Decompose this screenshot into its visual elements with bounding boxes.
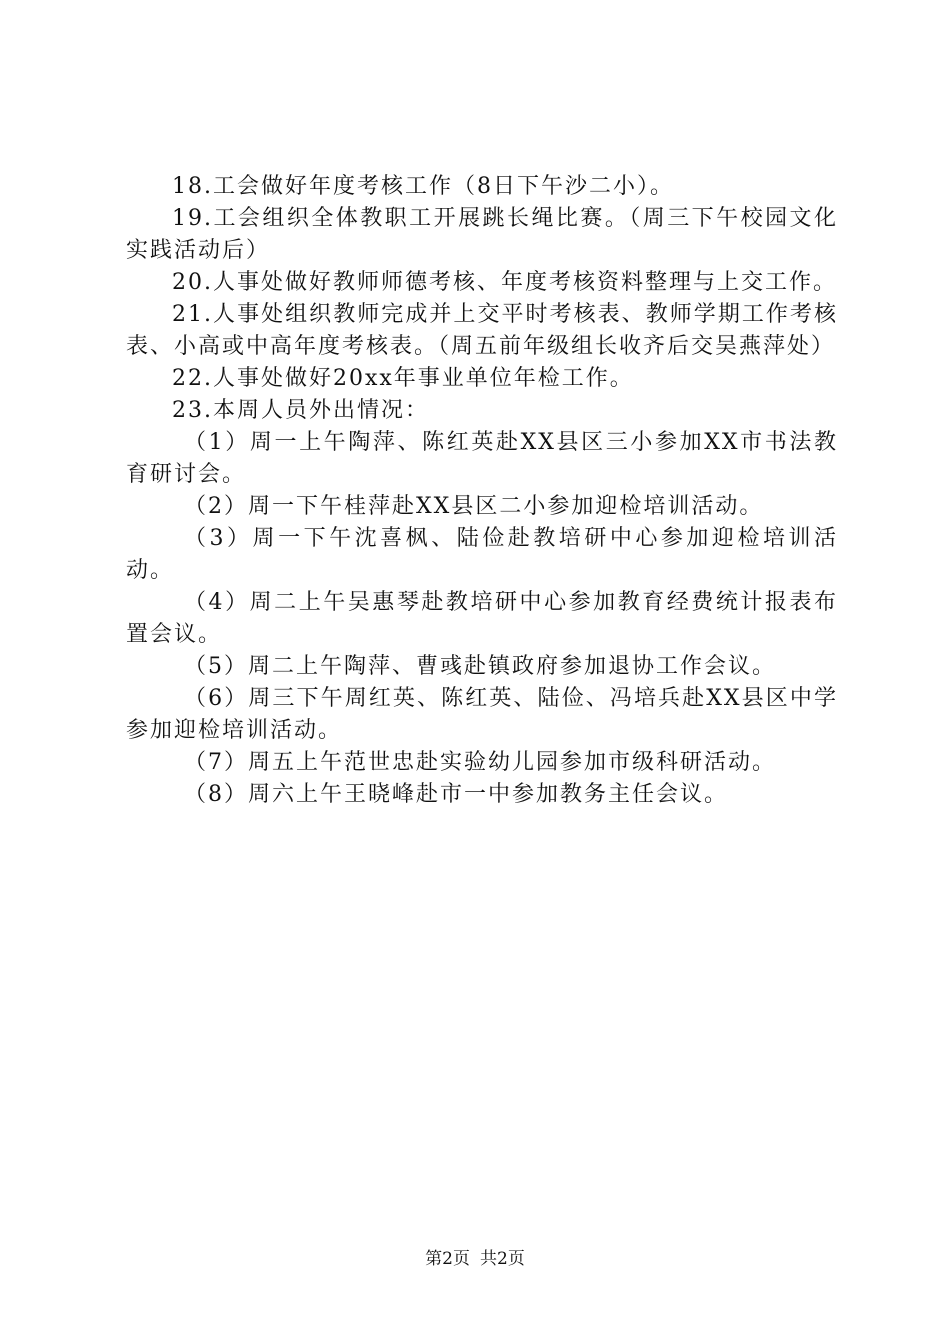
sub-item-4: （4）周二上午吴惠琴赴教培研中心参加教育经费统计报表布置会议。	[126, 590, 838, 647]
page-number: 第2页	[425, 1249, 470, 1269]
page-footer	[0, 1244, 950, 1269]
sub-item-3: （3）周一下午沈喜枫、陆俭赴教培研中心参加迎检培训活动。	[126, 526, 838, 583]
item-18: 18.工会做好年度考核工作（8日下午沙二小）。	[172, 174, 674, 199]
page-total: 共2页	[480, 1249, 525, 1269]
sub-item-1: （1）周一上午陶萍、陈红英赴XX县区三小参加XX市书法教育研讨会。	[126, 430, 838, 487]
sub-item-8: （8）周六上午王晓峰赴市一中参加教务主任会议。	[184, 782, 728, 807]
sub-item-2: （2）周一下午桂萍赴XX县区二小参加迎检培训活动。	[184, 494, 764, 519]
item-19: 19.工会组织全体教职工开展跳长绳比赛。（周三下午校园文化实践活动后）	[126, 206, 838, 263]
item-23: 23.本周人员外出情况：	[172, 398, 429, 423]
item-22: 22.人事处做好20xx年事业单位年检工作。	[172, 366, 634, 391]
sub-item-6: （6）周三下午周红英、陈红英、陆俭、冯培兵赴XX县区中学参加迎检培训活动。	[126, 686, 838, 743]
item-21: 21.人事处组织教师完成并上交平时考核表、教师学期工作考核表、小高或中高年度考核表。（周五前年级组长收齐后交吴燕萍处）	[126, 302, 838, 359]
item-20: 20.人事处做好教师师德考核、年度考核资料整理与上交工作。	[172, 270, 837, 295]
sub-item-5: （5）周二上午陶萍、曹彧赴镇政府参加退协工作会议。	[184, 654, 776, 679]
sub-item-7: （7）周五上午范世忠赴实验幼儿园参加市级科研活动。	[184, 750, 776, 775]
document-body	[126, 171, 838, 811]
